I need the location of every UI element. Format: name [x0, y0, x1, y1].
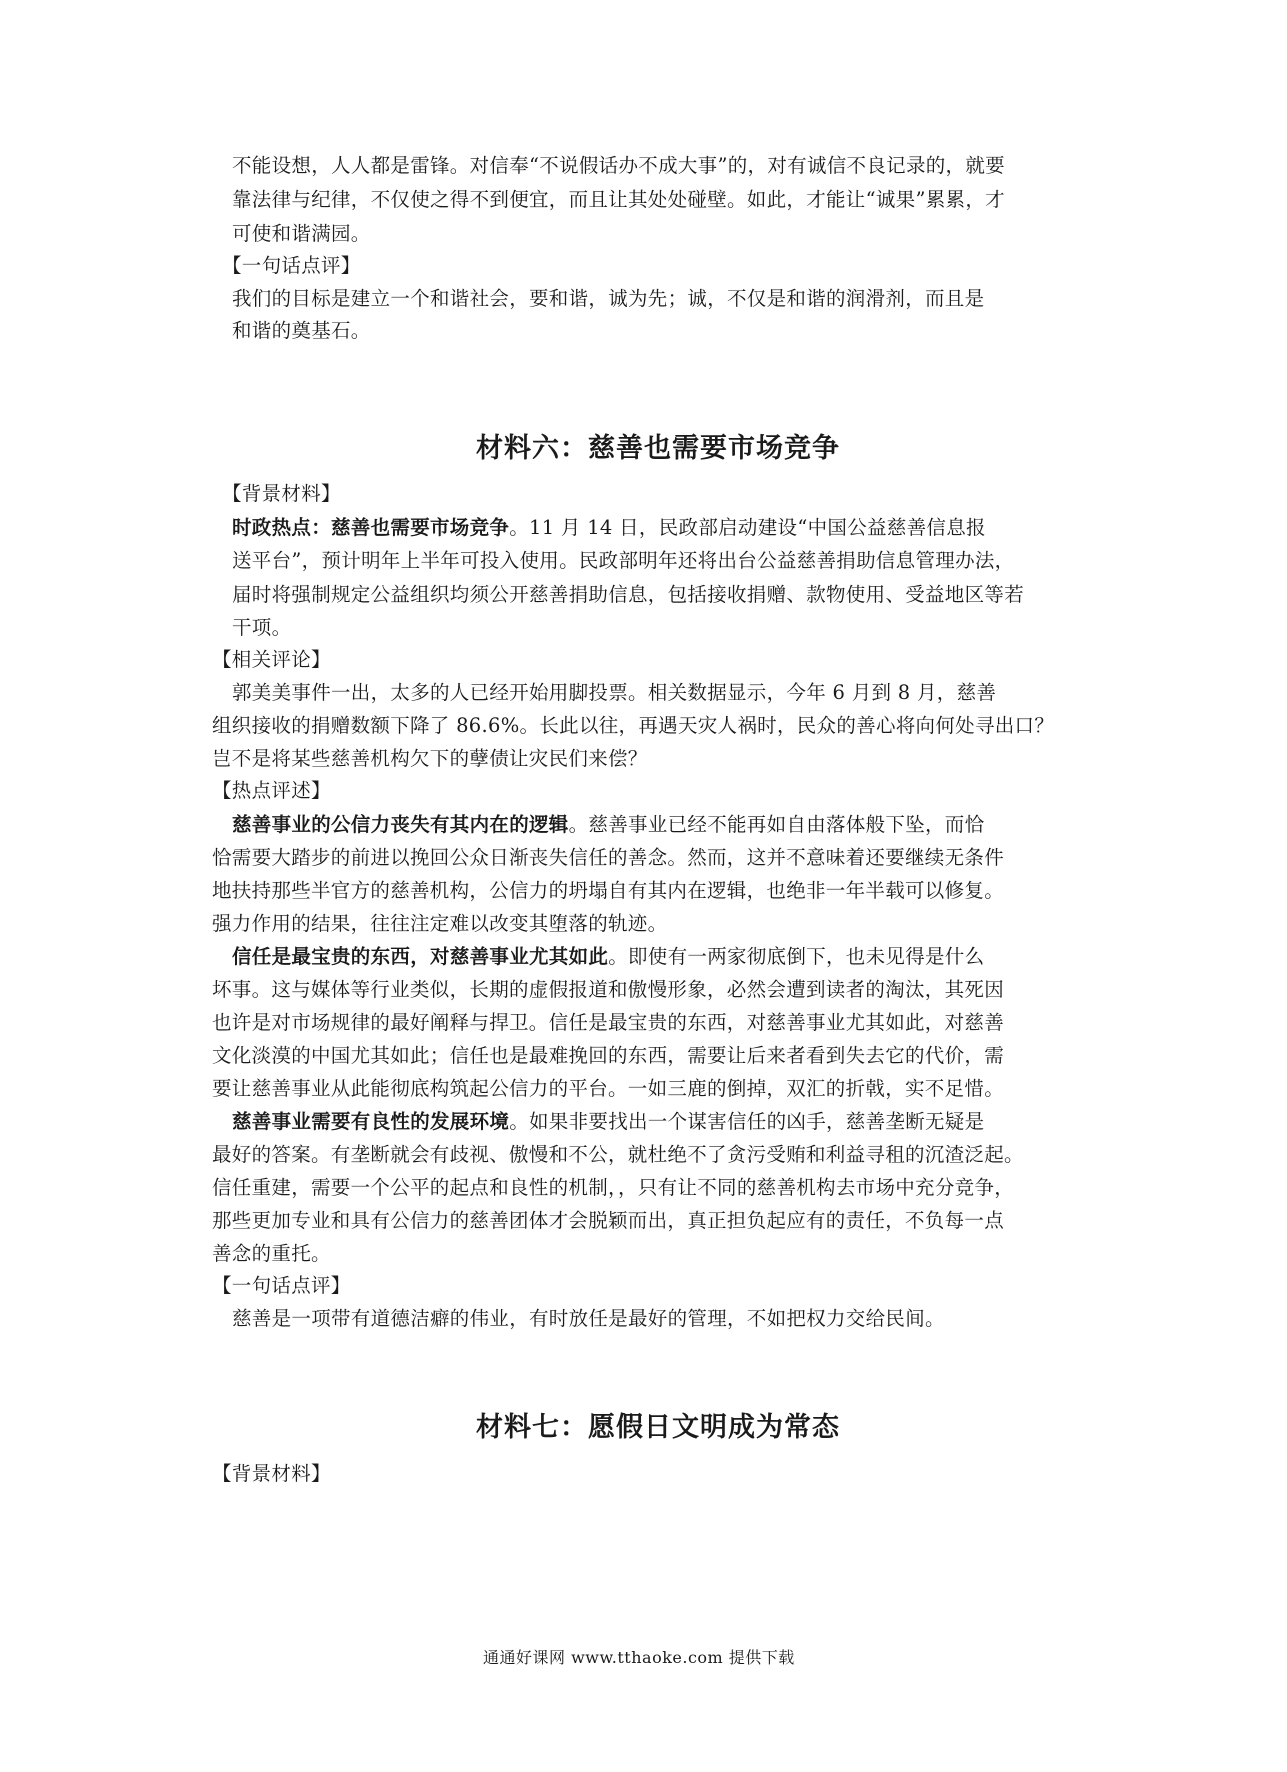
paragraph-line: 我们的目标是建立一个和谐社会，要和谐，诚为先；诚，不仅是和谐的润滑剂，而且是 [232, 287, 985, 310]
paragraph-line [232, 515, 986, 541]
review-point-2: 信任是最宝贵的东西，对慈善事业尤其如此 [232, 945, 609, 968]
paragraph-line: 要让慈善事业从此能彻底构筑起公信力的平台。一如三鹿的倒掉，双汇的折戟，实不足惜。 [212, 1077, 1005, 1100]
paragraph-line: 善念的重托。 [212, 1242, 331, 1265]
paragraph-line: 强力作用的结果，往往注定难以改变其堕落的轨迹。 [212, 912, 668, 935]
hot-topic-label: 时政热点：慈善也需要市场竞争 [232, 516, 510, 539]
paragraph-line [232, 944, 984, 970]
paragraph-line: 郭美美事件一出，太多的人已经开始用脚投票。相关数据显示，今年 6 月到 8 月，慈善 [232, 681, 997, 704]
paragraph-line: 也许是对市场规律的最好阐释与捍卫。信任是最宝贵的东西，对慈善事业尤其如此，对慈善 [212, 1011, 1005, 1034]
background-heading: 【背景材料】 [212, 1462, 331, 1485]
paragraph-line: 届时将强制规定公益组织均须公开慈善捐助信息，包括接收捐赠、款物使用、受益地区等若 [232, 583, 1025, 606]
paragraph-line: 可使和谐满园。 [232, 222, 371, 245]
paragraph-line: 恰需要大踏步的前进以挽回公众日渐丧失信任的善念。然而，这并不意味着还要继续无条件 [212, 846, 1005, 869]
paragraph-text: 。11 月 14 日，民政部启动建设“中国公益慈善信息报 [509, 516, 986, 539]
paragraph-line: 信任重建，需要一个公平的起点和良性的机制，，只有让不同的慈善机构去市场中充分竞争， [212, 1176, 1015, 1199]
background-heading: 【背景材料】 [222, 482, 341, 505]
review-heading: 【热点评述】 [212, 779, 331, 802]
review-point-1: 慈善事业的公信力丧失有其内在的逻辑 [232, 813, 569, 836]
paragraph-line: 和谐的奠基石。 [232, 319, 371, 342]
footer-text: 通通好课网 www.tthaoke.com 提供下载 [483, 1648, 795, 1667]
paragraph-line: 最好的答案。有垄断就会有歧视、傲慢和不公，就杜绝不了贪污受贿和利益寻租的沉渣泛起。 [212, 1143, 1024, 1166]
section-title: 材料六：慈善也需要市场竞争 [476, 433, 840, 464]
paragraph-line: 文化淡漠的中国尤其如此；信任也是最难挽回的东西，需要让后来者看到失去它的代价，需 [212, 1044, 1005, 1067]
paragraph-line: 慈善是一项带有道德洁癖的伟业，有时放任是最好的管理，不如把权力交给民间。 [232, 1307, 945, 1330]
oneline-heading: 【一句话点评】 [222, 254, 361, 277]
paragraph-line: 坏事。这与媒体等行业类似，长期的虚假报道和傲慢形象，必然会遭到读者的淘汰，其死因 [212, 978, 1005, 1001]
section-title: 材料七：愿假日文明成为常态 [476, 1412, 840, 1443]
paragraph-line: 组织接收的捐赠数额下降了 86.6%。长此以往，再遇天灾人祸时，民众的善心将向何处寻出口？ [212, 714, 1055, 737]
paragraph-line: 那些更加专业和具有公信力的慈善团体才会脱颖而出，真正担负起应有的责任，不负每一点 [212, 1209, 1005, 1232]
paragraph-text: 。如果非要找出一个谋害信任的凶手，慈善垄断无疑是 [509, 1110, 985, 1133]
paragraph-line: 送平台”，预计明年上半年可投入使用。民政部明年还将出台公益慈善捐助信息管理办法， [232, 549, 1015, 572]
paragraph-text: 。慈善事业已经不能再如自由落体般下坠，而恰 [568, 813, 985, 836]
paragraph-line [232, 812, 984, 838]
paragraph-line: 不能设想，人人都是雷锋。对信奉“不说假话办不成大事”的，对有诚信不良记录的，就要 [232, 154, 1005, 177]
paragraph-line [232, 1109, 984, 1135]
paragraph-line: 干项。 [232, 616, 292, 639]
review-point-3: 慈善事业需要有良性的发展环境 [232, 1110, 510, 1133]
oneline-heading: 【一句话点评】 [212, 1274, 351, 1297]
comment-heading: 【相关评论】 [212, 648, 331, 671]
paragraph-line: 岂不是将某些慈善机构欠下的孽债让灾民们来偿？ [212, 747, 648, 770]
paragraph-line: 靠法律与纪律，不仅使之得不到便宜，而且让其处处碰壁。如此，才能让“诚果”累累，才 [232, 188, 1005, 211]
paragraph-line: 地扶持那些半官方的慈善机构，公信力的坍塌自有其内在逻辑，也绝非一年半载可以修复。 [212, 879, 1005, 902]
paragraph-text: 。即使有一两家彻底倒下，也未见得是什么 [608, 945, 985, 968]
